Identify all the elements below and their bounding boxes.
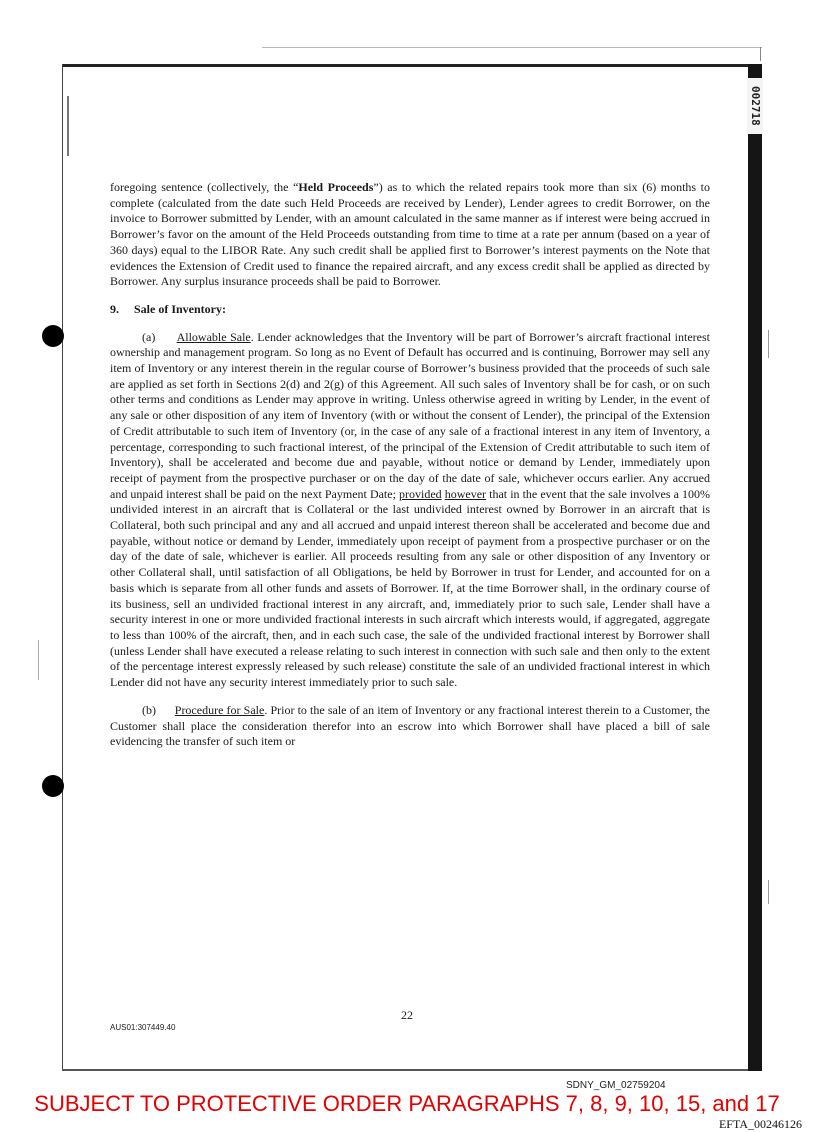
document-id: AUS01:307449.40 <box>110 1023 176 1032</box>
subsection-a-label: (a) <box>142 329 156 344</box>
efta-number: EFTA_00246126 <box>718 1117 802 1131</box>
subsection-a-paragraph: (a) Allowable Sale. Lender acknowledges that the Inventory will be part of Borrower’s aircraft fractional interest ownership and management program. So long as no Event of Default has occurred and is continuing, Borrower may sell any item of Inventory or any interest therein in the regular course of Borrower’s business provided that the proceeds of such sale are applied as set forth in Sections 2(d) and 2(g) of this Agreement. All such sales of Inventory shall be for cash, or on such other terms and conditions as Lender may approve in writing. Unless otherwise agreed in writing by Lender, in the event of any sale or other disposition of any item of Inventory (with or without the consent of Lender), the principal of the Extension of Credit attributable to such item of Inventory (or, in the case of any sale of a fractional interest in any item of Inventory, a percentage, corresponding to such fractional interest, of the principal of the Extension of Credit attributable to such item of Inventory), shall be accelerated and become due and payable, without notice or demand by Lender, immediately upon receipt of payment from the prospective purchaser or on the day of the date of sale, whichever occurs earlier. Any accrued and unpaid interest shall be paid on the next Payment Date; provided however that in the event that the sale involves a 100% undivided interest in an aircraft that is Collateral or the last undivided interest owned by Borrower in an aircraft that is Collateral, both such principal and any and all accrued and unpaid interest thereon shall be accelerated and become due and payable, without notice or demand by Lender, immediately upon receipt of payment from a prospective purchaser or on the day of the date of sale, whichever is earlier. All proceeds resulting from any sale or other disposition of any Inventory or other Collateral shall, until satisfaction of all Obligations, be held by Borrower in trust for Lender, and accounted for on a basis which is separate from all other funds and assets of Borrower. If, at the time Borrower shall, in the ordinary course of its business, sell an undivided fractional interest in any aircraft, and, immediately prior to such sale, Lender shall have a security interest in one or more undivided fractional interests in such aircraft which interests would, if aggregated, aggregate to less than 100% of the aircraft, then, and in each such case, the sale of the undivided fractional interest by Borrower shall (unless Lender shall have executed a release relating to such interest in connection with such sale and then only to the extent of the percentage interest expressly released by such release) constitute the sale of an undivided fractional interest in which Lender did not have any security interest immediately prior to such sale. <box>110 329 711 690</box>
scan-top-line <box>262 47 762 48</box>
intro-paragraph: foregoing sentence (collectively, the “Held Proceeds”) as to which the related repairs took more than six (6) months to complete (calculated from the date such Held Proceeds are received by Lender), Lender agrees to credit Borrower, on the invoice to Borrower submitted by Lender, with an amount calculated in the same manner as if interest were being accrued in Borrower’s favor on the amount of the Held Proceeds outstanding from time to time at a rate per annum (based on a year of 360 days) equal to the LIBOR Rate. Any such credit shall be applied first to Borrower’s interest payments on the Note that evidences the Extension of Credit used to finance the repaired aircraft, and any excess credit shall be applied as directed by Borrower. Any surplus insurance proceeds shall be paid to Borrower. <box>110 180 711 289</box>
subsection-b-heading: Procedure for Sale <box>174 702 265 717</box>
page-number: 22 <box>401 1008 413 1022</box>
scan-right-tick <box>768 880 769 904</box>
subsection-b-paragraph: (b) Procedure for Sale. Prior to the sale of an item of Inventory or any fractional interest therein to a Customer, the Customer shall place the consideration therefor into an escrow into which Borrower shall have placed a bill of sale evidencing the transfer of such item or <box>110 702 711 749</box>
subsection-a-heading: Allowable Sale <box>176 329 251 344</box>
section-title: Sale of Inventory: <box>134 301 226 316</box>
punch-hole-icon <box>42 775 64 797</box>
document-body <box>110 180 710 762</box>
scan-frame-left-mark <box>67 96 69 156</box>
scan-left-tick <box>38 640 39 680</box>
protective-order-notice: SUBJECT TO PROTECTIVE ORDER PARAGRAPHS 7, 8, 9, 10, 15, and 17 <box>34 1091 780 1116</box>
section-number: 9. <box>110 301 119 316</box>
scan-frame-bottom-border <box>62 1069 762 1071</box>
however-term: however <box>444 486 487 501</box>
bates-number: SDNY_GM_02759204 <box>566 1080 666 1091</box>
section-heading <box>110 302 710 318</box>
side-stamp-number: 002718 <box>747 78 763 134</box>
subsection-b-label: (b) <box>142 702 156 717</box>
provided-term: provided <box>399 486 442 501</box>
scan-right-tick <box>768 330 769 358</box>
scan-top-tick <box>760 47 761 61</box>
scan-frame-top-border <box>62 64 748 67</box>
held-proceeds-term: Held Proceeds <box>298 180 374 194</box>
scan-frame-left-border <box>62 64 63 1070</box>
scan-right-binding-bar <box>748 64 762 1071</box>
punch-hole-icon <box>42 325 64 347</box>
